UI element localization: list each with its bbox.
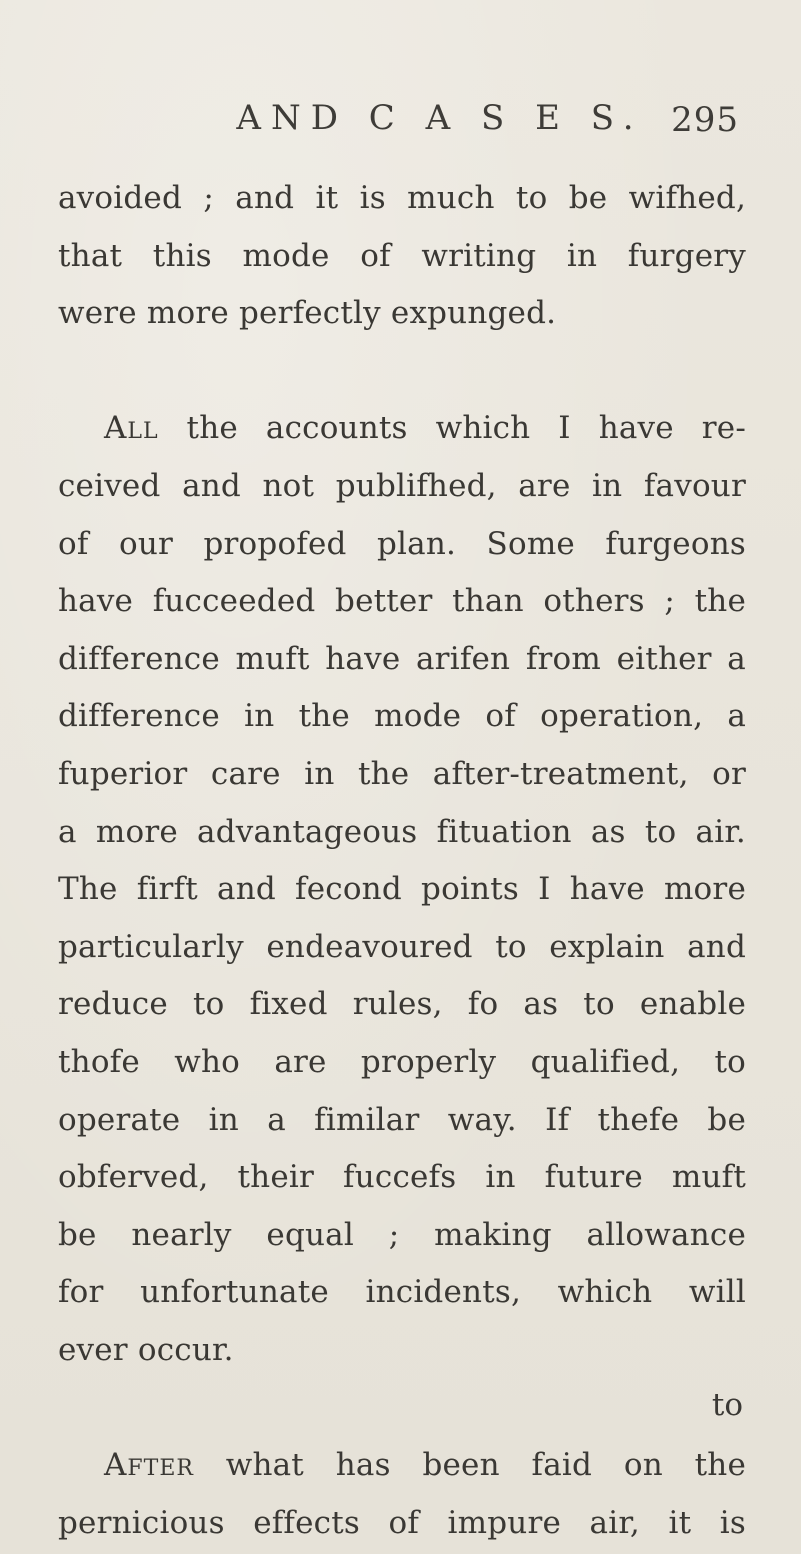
paragraph-lead-word: After — [104, 1447, 194, 1484]
page-number: 295 — [671, 100, 739, 140]
text-line: avoided ; and it is much to be wifhed, — [58, 180, 746, 216]
text-line: The firft and fecond points I have more — [58, 871, 746, 908]
text-line: of our propofed plan. Some furgeons — [58, 525, 746, 562]
body-text — [58, 170, 746, 1552]
text-line — [58, 400, 746, 458]
text-line-rest: the accounts which I have re- — [158, 410, 746, 447]
catchword: to — [711, 1387, 743, 1423]
paragraph-gap — [58, 1379, 746, 1437]
text-line: were more perfectly expunged. — [58, 295, 557, 332]
text-line: thofe who are properly qualified, to — [58, 1043, 746, 1080]
paragraph-lead-word: All — [104, 410, 159, 447]
running-head-text: AND C A S E S. — [236, 98, 644, 138]
text-line: for unfortunate incidents, which will — [58, 1274, 746, 1311]
text-line: be nearly equal ; making allowance — [58, 1216, 746, 1253]
text-line: fuperior care in the after-treatment, or — [58, 755, 746, 792]
text-line: difference muft have arifen from either a — [58, 640, 746, 677]
text-line — [58, 1437, 746, 1495]
text-line: ever occur. — [58, 1331, 234, 1368]
text-line: reduce to fixed rules, fo as to enable — [58, 986, 746, 1023]
text-line: have fucceeded better than others ; the — [58, 583, 746, 620]
text-line: particularly endeavoured to explain and — [58, 928, 746, 965]
text-line: difference in the mode of operation, a — [58, 698, 746, 735]
page-header — [0, 98, 801, 158]
running-head — [236, 98, 643, 138]
text-line-rest: what has been faid on the — [193, 1447, 746, 1484]
paragraph-gap — [58, 343, 746, 401]
text-line: operate in a fimilar way. If thefe be — [58, 1101, 746, 1138]
text-line: pernicious effects of impure air, it is — [58, 1504, 746, 1541]
text-line: that this mode of writing in furgery — [58, 237, 746, 274]
text-line: obferved, their fuccefs in future muft — [58, 1159, 746, 1196]
text-line: ceived and not publifhed, are in favour — [58, 467, 746, 504]
text-line: a more advantageous fituation as to air. — [58, 813, 746, 850]
